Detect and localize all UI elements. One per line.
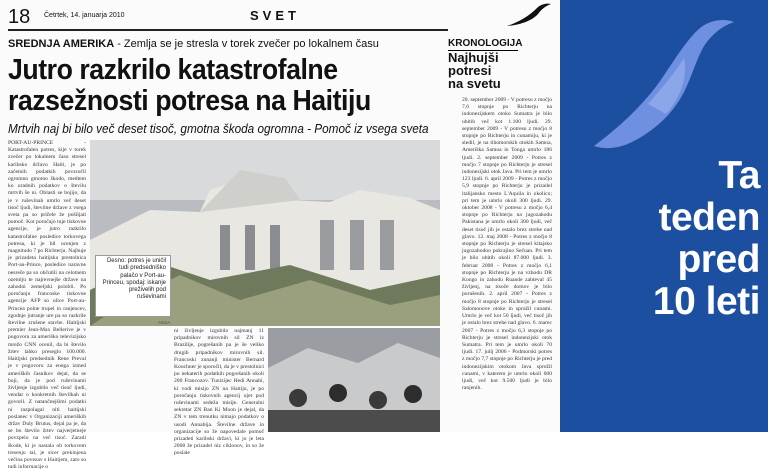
photo-credit: ANSA <box>158 320 171 325</box>
bird-emblem-icon <box>588 18 738 150</box>
article-body-column-2: ni življenje izgubilo najmanj 11 pripadnikov mirovnih sil ZN iz Brazilije, pogrešanih pa je še veliko drugih pripadnikov mirovnih sil. Francoski zunanji minister Bernard Kouchner je sporočil, da je v prestolnici po nekaterih podatkih pogrešanih okoli 200 Francozov. Tunizijec Hedi Annabi, ki vodi misijo ZN na Haitiju, je po poročanju tiskovnih agencij ujet pod ruševinami sedeža misije. Generalni sekretar ZN Ban Ki Moon je dejal, da ZN v tem trenutku nimajo podatkov o usodi Annabija. Številne države in organizacije so že napovedale pomoč prizadeti karibski državi, ki jo je leta 2008 že prizadel niz ciklonov, in so že poslale <box>174 328 264 457</box>
article-subhead: Mrtvih naj bi bilo več deset tisoč, gmotna škoda ogromna - Pomoč iz vsega sveta <box>8 122 429 136</box>
bird-logo-icon <box>505 2 553 28</box>
promo-line-4: 10 leti <box>652 280 760 323</box>
chronology-subtitle: Najhujši potresi na svetu <box>448 50 501 91</box>
rescue-photo <box>268 328 440 432</box>
headline-line-2: razsežnosti potresa na Haitiju <box>8 85 371 117</box>
article-body-column-1: PORT-AU-PRINCE - Katastrofalen potres, kije v torek zvečer po lokalnem času stresel karibsko državo Haiti, je po začetnih podatkih povzročil ogromno gmotno škodo, medtem ko uradnih podatkov o številu mrtvih še ni. Oblasti se bojijo, da je v ruševinah umrlo več deset tisoč ljudi, številne države z vsega sveta pa so pričele že pošiljati pomoč. Kot poročajo tuje tiskovne agencije, je jutro razkrilo katastrofalne posledice torkovega potresa, ki je bil ocenjen z magnitudo 7 po Richterju. Najhuje je prizadeta haitijska prestolnica Port-au-Prince, posledice naravne nesreče pa so občutili na celotnem ozemlju te najrevnejše države na zahodni zemeljski polobli. Po poročanju francoske tiskovne agencije AFP so ulice Port-au-Princea polne trupel in ranjencev, zgodnje jutranje ure pa so razkrile številne zrušene stavbe. Haitijski premier Jean-Max Bellerive je v pogovoru za ameriško televizijsko mrežo CNN ocenil, da bi število žrtev lahko preseglo 100.000. Haitijski predsednik Rene Preval je v pogovoru za enega izmed ameriških časnikov dejal, da se boji, da je pod ruševinami življenje izgubilo več tisoč ljudi, vendar o konkretnih številkah ni govoril. Z natančnejšimi podatki ni razpolagal niti haitijski poslanec v Organizaciji ameriških držav Duly Brutus, dejal pa je, da se bo število žrtev najverjetneje povzpelo na več tisoč. Zaradi škode, ki je nastala ob torkovem tresenju tal, je sicer prekinjena večina povezav s Haitijem, zato so tudi informacije o <box>8 140 86 471</box>
section-name: SVET <box>250 8 300 23</box>
promo-text <box>610 155 760 323</box>
page-number: 18 <box>8 6 31 28</box>
headline-line-1: Jutro razkrilo katastrofalne <box>8 54 338 86</box>
article-headline <box>8 55 413 117</box>
article-kicker <box>8 38 379 50</box>
kicker-region: SREDNJA AMERIKA <box>8 38 115 50</box>
chronology-entries: 20. september 2009 - V potresu z močjo 7,6 stopnje po Richterju na indonezijskem otoku Sumatra je bilo ubitih več kot 1.100 ljudi. 29. september 2009 - V potresu z močjo 8 stopnje po Richterju in cunamiju, ki je sledil, je na tihomorskih otokih Samoa, Ameriška Samoa in Tonga umrlo 186 ljudi. 2. september 2009 - Potres z močjo 7 stopnje po Richterju je stresel indonezijski otok Java. Pri tem je umrlo 123 ljudi. 6. april 2009 - Potres z močjo 5,9 stopnje po Richterju je prizadel italijansko mesto L'Aquila in okolico; pri tem je umrlo okoli 300 ljudi. 29. oktober 2008 - V potresu z močjo 6,4 stopnje po Richterju na jugozahodu Pakistana je umrlo okoli 300 ljudi, več deset tisoč jih je ostalo brez strehe nad glavo. 12. maj 2008 - Potres z močjo 8 stopnje po Richterju je stresel kitajsko jugozahodno pokrajino Sečuan. Pri tem je bilo ubitih okoli 87.000 ljudi. 3. februar 2008 - Potres z močjo 6,1 stopnje po Richterju je na vzhodu DR Kongo in zahodu Ruande zahteval 45 življenj, na tisoče domov je bilo porušenih. 2. april 2007 - Potres z močjo 8 stopnje po Richterju je stresel Salomonove otoke in sprožil cunami. Umrlo je več kot 50 ljudi, več tisoč jih je ostalo brez strehe nad glavo. 6. marec 2007 - Potres z močjo 6,3 stopnje po Richterju je stresel indonezijski otok Sumatra. Pri tem je umrlo okoli 70 ljudi. 17. julij 2006 - Podmorski potres z močjo 7,7 stopnje po Richterju je pred indonezijskim otokom Java sprožil cunami, v katerem je umrlo okoli 600 ljudi, več kot 9.500 ljudi je bilo ranjenih. <box>462 97 552 392</box>
header-rule <box>8 29 448 31</box>
promo-line-2: teden <box>658 196 760 239</box>
issue-date: Četrtek, 14. januarja 2010 <box>44 12 125 19</box>
kicker-text: - Zemlja se je stresla v torek zvečer po lokalnem času <box>114 38 379 50</box>
promo-line-3: pred <box>677 238 760 281</box>
promo-line-1: Ta <box>718 154 760 197</box>
chronology-title: KRONOLOGIJA <box>448 38 523 49</box>
photo-caption: Desno: potres je uničil tudi predsedniško palačo v Port-au-Princeu, spodaj: iskanje preživelih pod ruševinami <box>102 258 166 301</box>
